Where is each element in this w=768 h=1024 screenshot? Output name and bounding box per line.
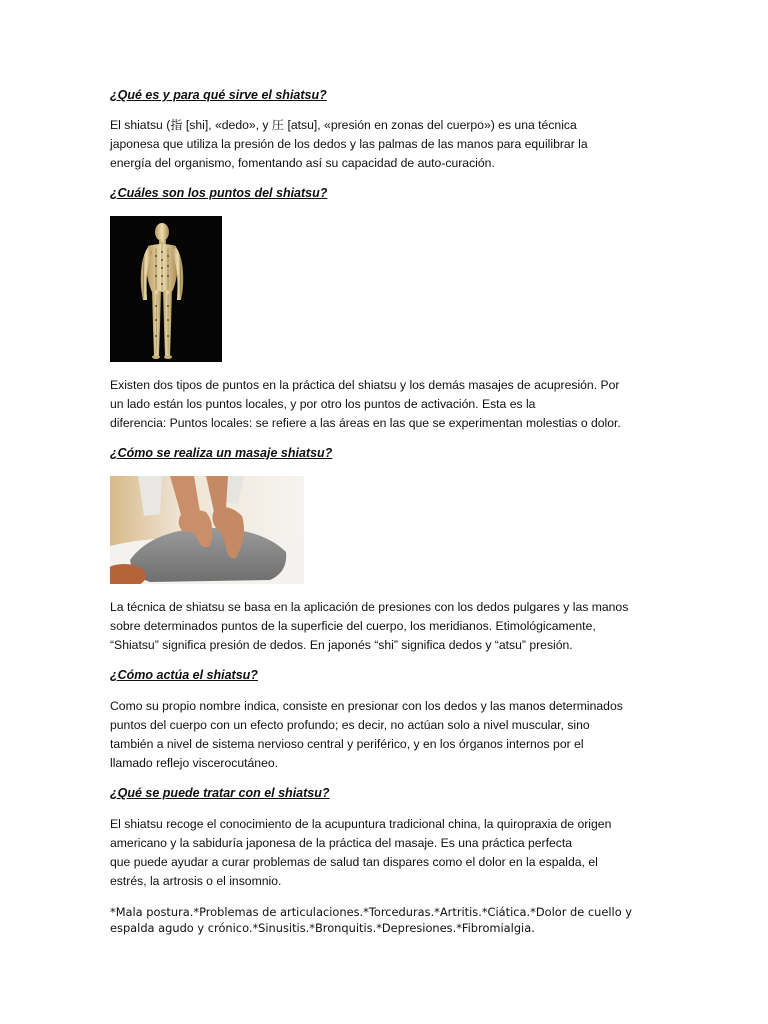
text-line: estrés, la artrosis o el insomnio.	[110, 874, 282, 888]
massage-photo-image	[110, 476, 304, 584]
text-line: Existen dos tipos de puntos en la práctica del shiatsu y los demás masajes de acupresión. Por	[110, 378, 620, 392]
text-line: El shiatsu recoge el conocimiento de la acupuntura tradicional china, la quiropraxia de origen	[110, 817, 612, 831]
text-line: energía del organismo, fomentando así su capacidad de auto-curación.	[110, 156, 495, 170]
acupuncture-model-image	[110, 216, 222, 362]
paragraph-what-can-be-treated	[110, 815, 658, 891]
text-line: un lado están los puntos locales, y por otro los puntos de activación. Esta es la	[110, 397, 536, 411]
text-line: también a nivel de sistema nervioso central y periférico, y en los órganos internos por el	[110, 737, 584, 751]
text-line: llamado reflejo viscerocutáneo.	[110, 756, 279, 770]
paragraph-how-massage-done	[110, 598, 658, 655]
heading-what-is-shiatsu: ¿Qué es y para qué sirve el shiatsu?	[110, 88, 327, 102]
text-line: diferencia: Puntos locales: se refiere a las áreas en las que se experimentan molestias o dolor.	[110, 416, 621, 430]
heading-what-can-be-treated: ¿Qué se puede tratar con el shiatsu?	[110, 786, 330, 800]
text-line: sobre determinados puntos de la superficie del cuerpo, los meridianos. Etimológicamente,	[110, 619, 596, 633]
massage-illustration	[110, 476, 304, 584]
paragraph-how-shiatsu-acts	[110, 697, 658, 773]
acupuncture-figure-illustration	[110, 216, 222, 362]
text-line: El shiatsu (指 [shi], «dedo», y 圧 [atsu], «presión en zonas del cuerpo») es una técnica	[110, 118, 577, 132]
text-line: americano y la sabiduría japonesa de la práctica del masaje. Es una práctica perfecta	[110, 836, 573, 850]
heading-shiatsu-points: ¿Cuáles son los puntos del shiatsu?	[110, 186, 328, 200]
heading-how-shiatsu-acts: ¿Cómo actúa el shiatsu?	[110, 668, 258, 682]
text-line: “Shiatsu” significa presión de dedos. En japonés “shi” significa dedos y “atsu” presión.	[110, 638, 573, 652]
text-line: puntos del cuerpo con un efecto profundo; es decir, no actúan solo a nivel muscular, sino	[110, 718, 590, 732]
text-line: *Mala postura.*Problemas de articulaciones.*Torceduras.*Artritis.*Ciática.*Dolor de cuello y	[110, 905, 633, 919]
text-line: espalda agudo y crónico.*Sinusitis.*Bronquitis.*Depresiones.*Fibromialgia.	[110, 921, 535, 935]
text-line: japonesa que utiliza la presión de los dedos y las palmas de las manos para equilibrar la	[110, 137, 588, 151]
conditions-list	[110, 904, 658, 936]
text-line: que puede ayudar a curar problemas de salud tan dispares como el dolor en la espalda, el	[110, 855, 598, 869]
text-line: Como su propio nombre indica, consiste en presionar con los dedos y las manos determinados	[110, 699, 623, 713]
paragraph-shiatsu-points	[110, 376, 658, 433]
text-line: La técnica de shiatsu se basa en la aplicación de presiones con los dedos pulgares y las manos	[110, 600, 629, 614]
paragraph-what-is-shiatsu	[110, 116, 658, 173]
heading-how-massage-done: ¿Cómo se realiza un masaje shiatsu?	[110, 446, 333, 460]
